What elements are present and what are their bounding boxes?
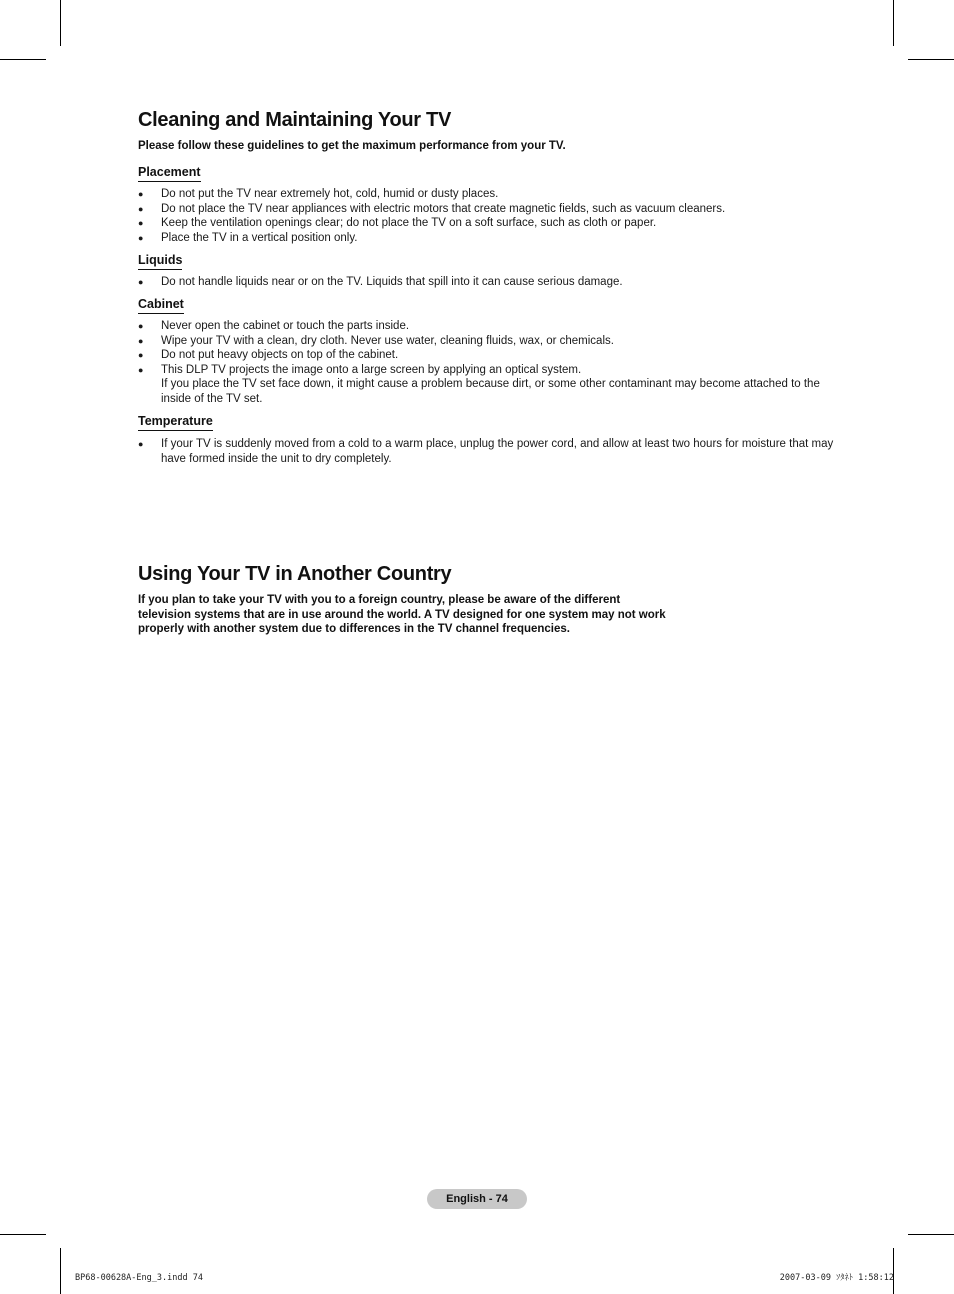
- section-intro-line: If you plan to take your TV with you to a foreign country, please be aware of the different: [138, 594, 621, 606]
- bullet-icon: ●: [138, 321, 144, 331]
- section-intro-line: properly with another system due to differences in the TV channel frequencies.: [138, 623, 570, 635]
- crop-mark: [0, 1234, 46, 1235]
- list-item-text: Do not put the TV near extremely hot, cold, humid or dusty places.: [161, 188, 499, 200]
- bullet-icon: ●: [138, 203, 144, 214]
- page-number-badge: English - 74: [427, 1189, 527, 1209]
- list-item-text: Do not place the TV near appliances with electric motors that create magnetic fields, such as vacuum cleaners.: [161, 202, 726, 215]
- subheading-liquids: Liquids: [138, 253, 182, 270]
- bullet-icon: ●: [138, 350, 144, 361]
- bullet-icon: ●: [138, 335, 144, 346]
- list-item: [138, 348, 838, 363]
- list-item: [138, 363, 838, 407]
- crop-mark: [908, 1234, 954, 1235]
- crop-mark: [60, 0, 61, 46]
- section-intro-cleaning: Please follow these guidelines to get the maximum performance from your TV.: [138, 140, 566, 152]
- section-title-another-country: Using Your TV in Another Country: [138, 563, 452, 585]
- cabinet-list: [138, 319, 838, 407]
- bullet-icon: ●: [138, 277, 144, 287]
- bullet-icon: ●: [138, 218, 144, 229]
- list-item: [138, 437, 838, 466]
- subheading-placement: Placement: [138, 165, 201, 182]
- list-item-text: Place the TV in a vertical position only.: [161, 231, 358, 244]
- subheading-temperature: Temperature: [138, 414, 213, 431]
- list-item-text: Do not handle liquids near or on the TV. Liquids that spill into it can cause serious damage.: [161, 276, 623, 288]
- list-item: [138, 334, 838, 349]
- list-item: [138, 275, 838, 290]
- section-title-cleaning: Cleaning and Maintaining Your TV: [138, 109, 452, 131]
- temperature-list: [138, 437, 838, 466]
- subheading-cabinet: Cabinet: [138, 297, 184, 314]
- list-item: [138, 216, 838, 231]
- section-intro-line: television systems that are in use around the world. A TV designed for one system may not work: [138, 608, 666, 621]
- bullet-icon: ●: [138, 232, 144, 243]
- placement-list: [138, 187, 838, 245]
- footer-file-info: BP68-00628A-Eng_3.indd 74: [75, 1273, 203, 1283]
- list-item-text: This DLP TV projects the image onto a large screen by applying an optical system. If you place the TV set face down, it might cause a problem because dirt, or some other contaminant may become attached to the inside of the TV set.: [161, 363, 820, 405]
- crop-mark: [0, 59, 46, 60]
- list-item: [138, 202, 838, 217]
- list-item-text: Wipe your TV with a clean, dry cloth. Never use water, cleaning fluids, wax, or chemicals.: [161, 334, 614, 347]
- crop-mark: [908, 59, 954, 60]
- list-item: [138, 231, 838, 246]
- crop-mark: [893, 0, 894, 46]
- list-item-text: Keep the ventilation openings clear; do not place the TV on a soft surface, such as cloth or paper.: [161, 217, 657, 230]
- liquids-list: [138, 275, 838, 290]
- footer-timestamp: 2007-03-09 ｿﾀﾈﾄ 1:58:12: [779, 1273, 894, 1283]
- list-item: [138, 187, 838, 202]
- crop-mark: [60, 1248, 61, 1294]
- crop-mark: [893, 1248, 894, 1294]
- list-item-text: If your TV is suddenly moved from a cold to a warm place, unplug the power cord, and allow at least two hours for moisture that may have formed inside the unit to dry completely.: [161, 438, 834, 465]
- list-item: [138, 319, 838, 334]
- bullet-icon: ●: [138, 189, 144, 199]
- list-item-text: Do not put heavy objects on top of the cabinet.: [161, 349, 399, 362]
- list-item-text: Never open the cabinet or touch the parts inside.: [161, 320, 410, 332]
- bullet-icon: ●: [138, 439, 144, 449]
- bullet-icon: ●: [138, 364, 144, 375]
